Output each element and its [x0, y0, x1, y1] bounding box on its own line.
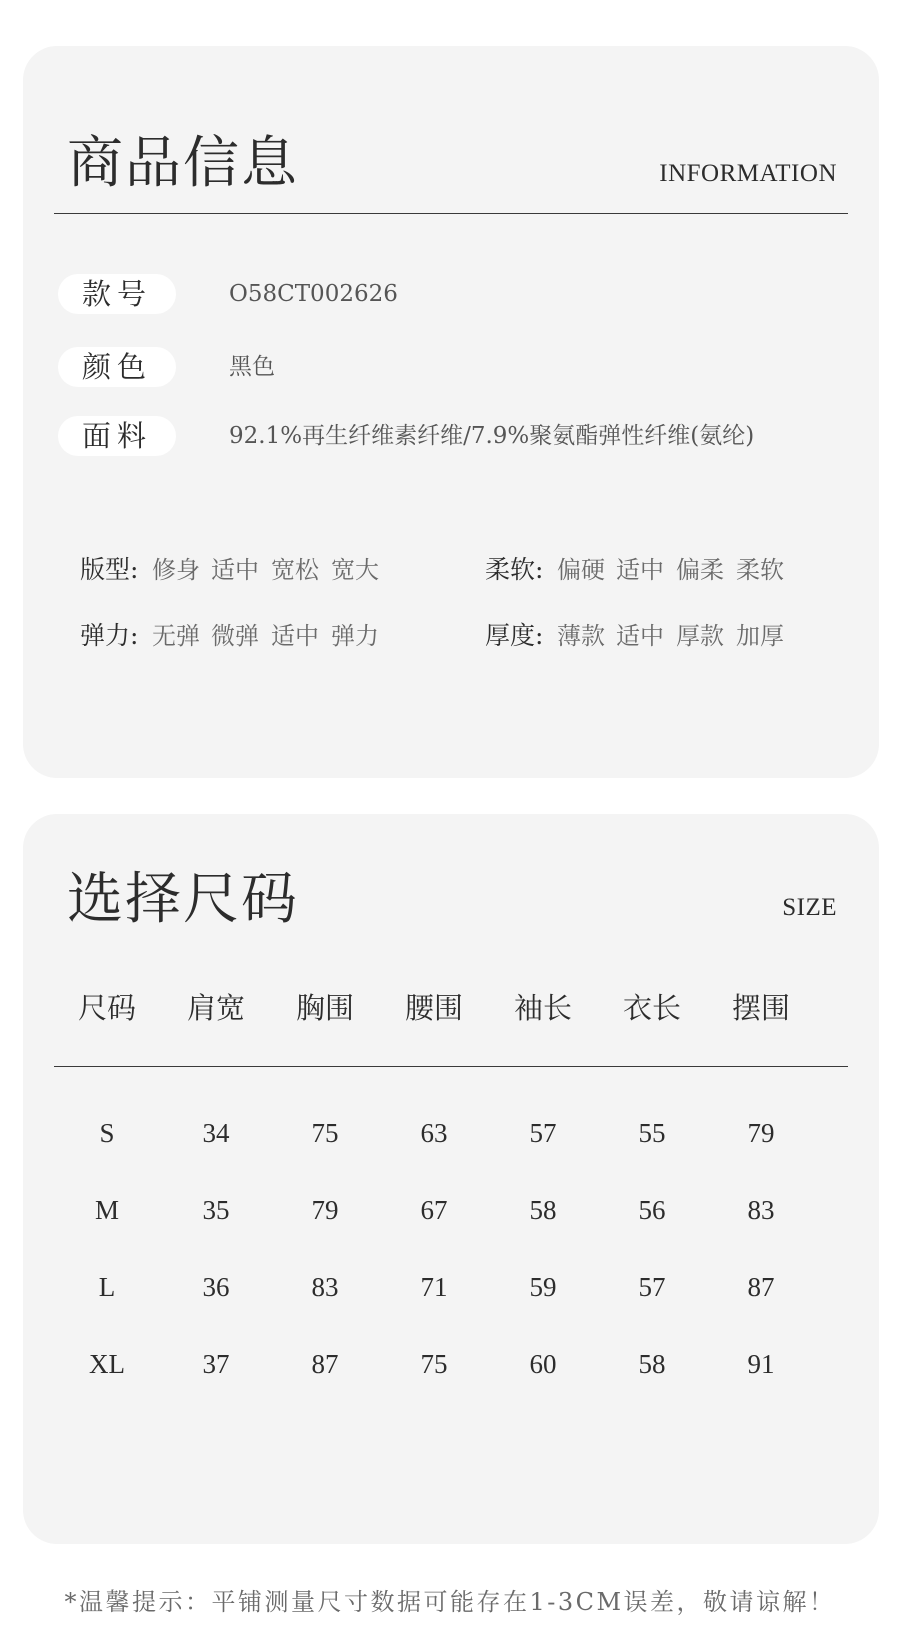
info-value: 黑色: [229, 354, 275, 380]
product-info-card: [23, 46, 879, 778]
table-cell: S: [99, 1118, 115, 1148]
title-divider: [54, 213, 848, 214]
table-cell: 87: [747, 1272, 775, 1302]
column-header: 腰围: [404, 991, 463, 1025]
attribute-option-selected: 适中: [616, 616, 664, 656]
table-divider: [54, 1066, 848, 1067]
table-cell: 79: [311, 1195, 339, 1225]
table-cell: 57: [638, 1272, 666, 1302]
attribute-elasticity: [80, 616, 400, 656]
table-cell: 83: [747, 1195, 775, 1225]
table-cell: 83: [311, 1272, 339, 1302]
table-cell: 75: [420, 1349, 448, 1379]
table-cell: 57: [529, 1118, 557, 1148]
column-header: 胸围: [295, 991, 354, 1025]
table-cell: 56: [638, 1195, 666, 1225]
attribute-option: 宽松: [271, 556, 319, 584]
table-cell: 91: [747, 1349, 775, 1379]
table-cell: 63: [420, 1118, 448, 1148]
section-title: 选择尺码: [67, 867, 299, 932]
measurement-disclaimer: *温馨提示：平铺测量尺寸数据可能存在1-3CM误差，敬请谅解！: [64, 1588, 836, 1616]
attribute-softness: [485, 550, 805, 590]
table-cell: 58: [638, 1349, 666, 1379]
table-cell: 71: [420, 1272, 448, 1302]
table-cell: M: [94, 1195, 119, 1225]
table-cell: L: [98, 1272, 116, 1302]
table-cell: 35: [202, 1195, 230, 1225]
column-header: 肩宽: [186, 991, 245, 1025]
attribute-thickness: [485, 616, 805, 656]
table-cell: 34: [202, 1118, 230, 1148]
table-cell: 58: [529, 1195, 557, 1225]
attribute-option-selected: 适中: [211, 550, 259, 590]
attribute-fit: [80, 550, 400, 590]
attribute-option: 修身: [152, 556, 200, 584]
table-cell: 37: [202, 1349, 230, 1379]
column-header: 衣长: [622, 991, 681, 1025]
column-header: 袖长: [513, 991, 572, 1025]
info-label-pill: 颜色: [58, 347, 176, 387]
info-label-pill: 面料: [58, 416, 176, 456]
attribute-label: 弹力:: [80, 621, 139, 650]
attribute-option-selected: 适中: [616, 550, 664, 590]
attribute-option: 薄款: [557, 622, 605, 650]
column-header: 摆围: [731, 991, 790, 1025]
attribute-option: 柔软: [736, 556, 784, 584]
table-cell: 59: [529, 1272, 557, 1302]
table-cell: 55: [638, 1118, 666, 1148]
table-cell: 60: [529, 1349, 557, 1379]
attribute-option: 无弹: [152, 622, 200, 650]
size-chart-card: [23, 814, 879, 1544]
attribute-label: 版型:: [80, 555, 139, 584]
table-cell: XL: [89, 1349, 125, 1379]
attribute-option: 弹力: [331, 622, 379, 650]
attribute-option-selected: 适中: [271, 616, 319, 656]
info-value: O58CT002626: [229, 281, 398, 307]
table-cell: 87: [311, 1349, 339, 1379]
table-cell: 36: [202, 1272, 230, 1302]
table-cell: 75: [311, 1118, 339, 1148]
attribute-label: 厚度:: [485, 621, 544, 650]
table-cell: 79: [747, 1118, 775, 1148]
attribute-option: 宽大: [331, 556, 379, 584]
info-value: 92.1%再生纤维素纤维/7.9%聚氨酯弹性纤维(氨纶): [229, 423, 755, 449]
attribute-option: 偏硬: [557, 556, 605, 584]
attribute-option: 微弹: [211, 622, 259, 650]
attribute-option: 加厚: [736, 622, 784, 650]
table-cell: 67: [420, 1195, 448, 1225]
section-title-en: SIZE: [782, 894, 837, 921]
attribute-label: 柔软:: [485, 555, 544, 584]
section-title-en: INFORMATION: [659, 160, 837, 187]
column-header: 尺码: [77, 991, 136, 1025]
attribute-option: 偏柔: [676, 556, 724, 584]
section-title: 商品信息: [67, 131, 299, 196]
info-label-pill: 款号: [58, 274, 176, 314]
attribute-option: 厚款: [676, 622, 724, 650]
